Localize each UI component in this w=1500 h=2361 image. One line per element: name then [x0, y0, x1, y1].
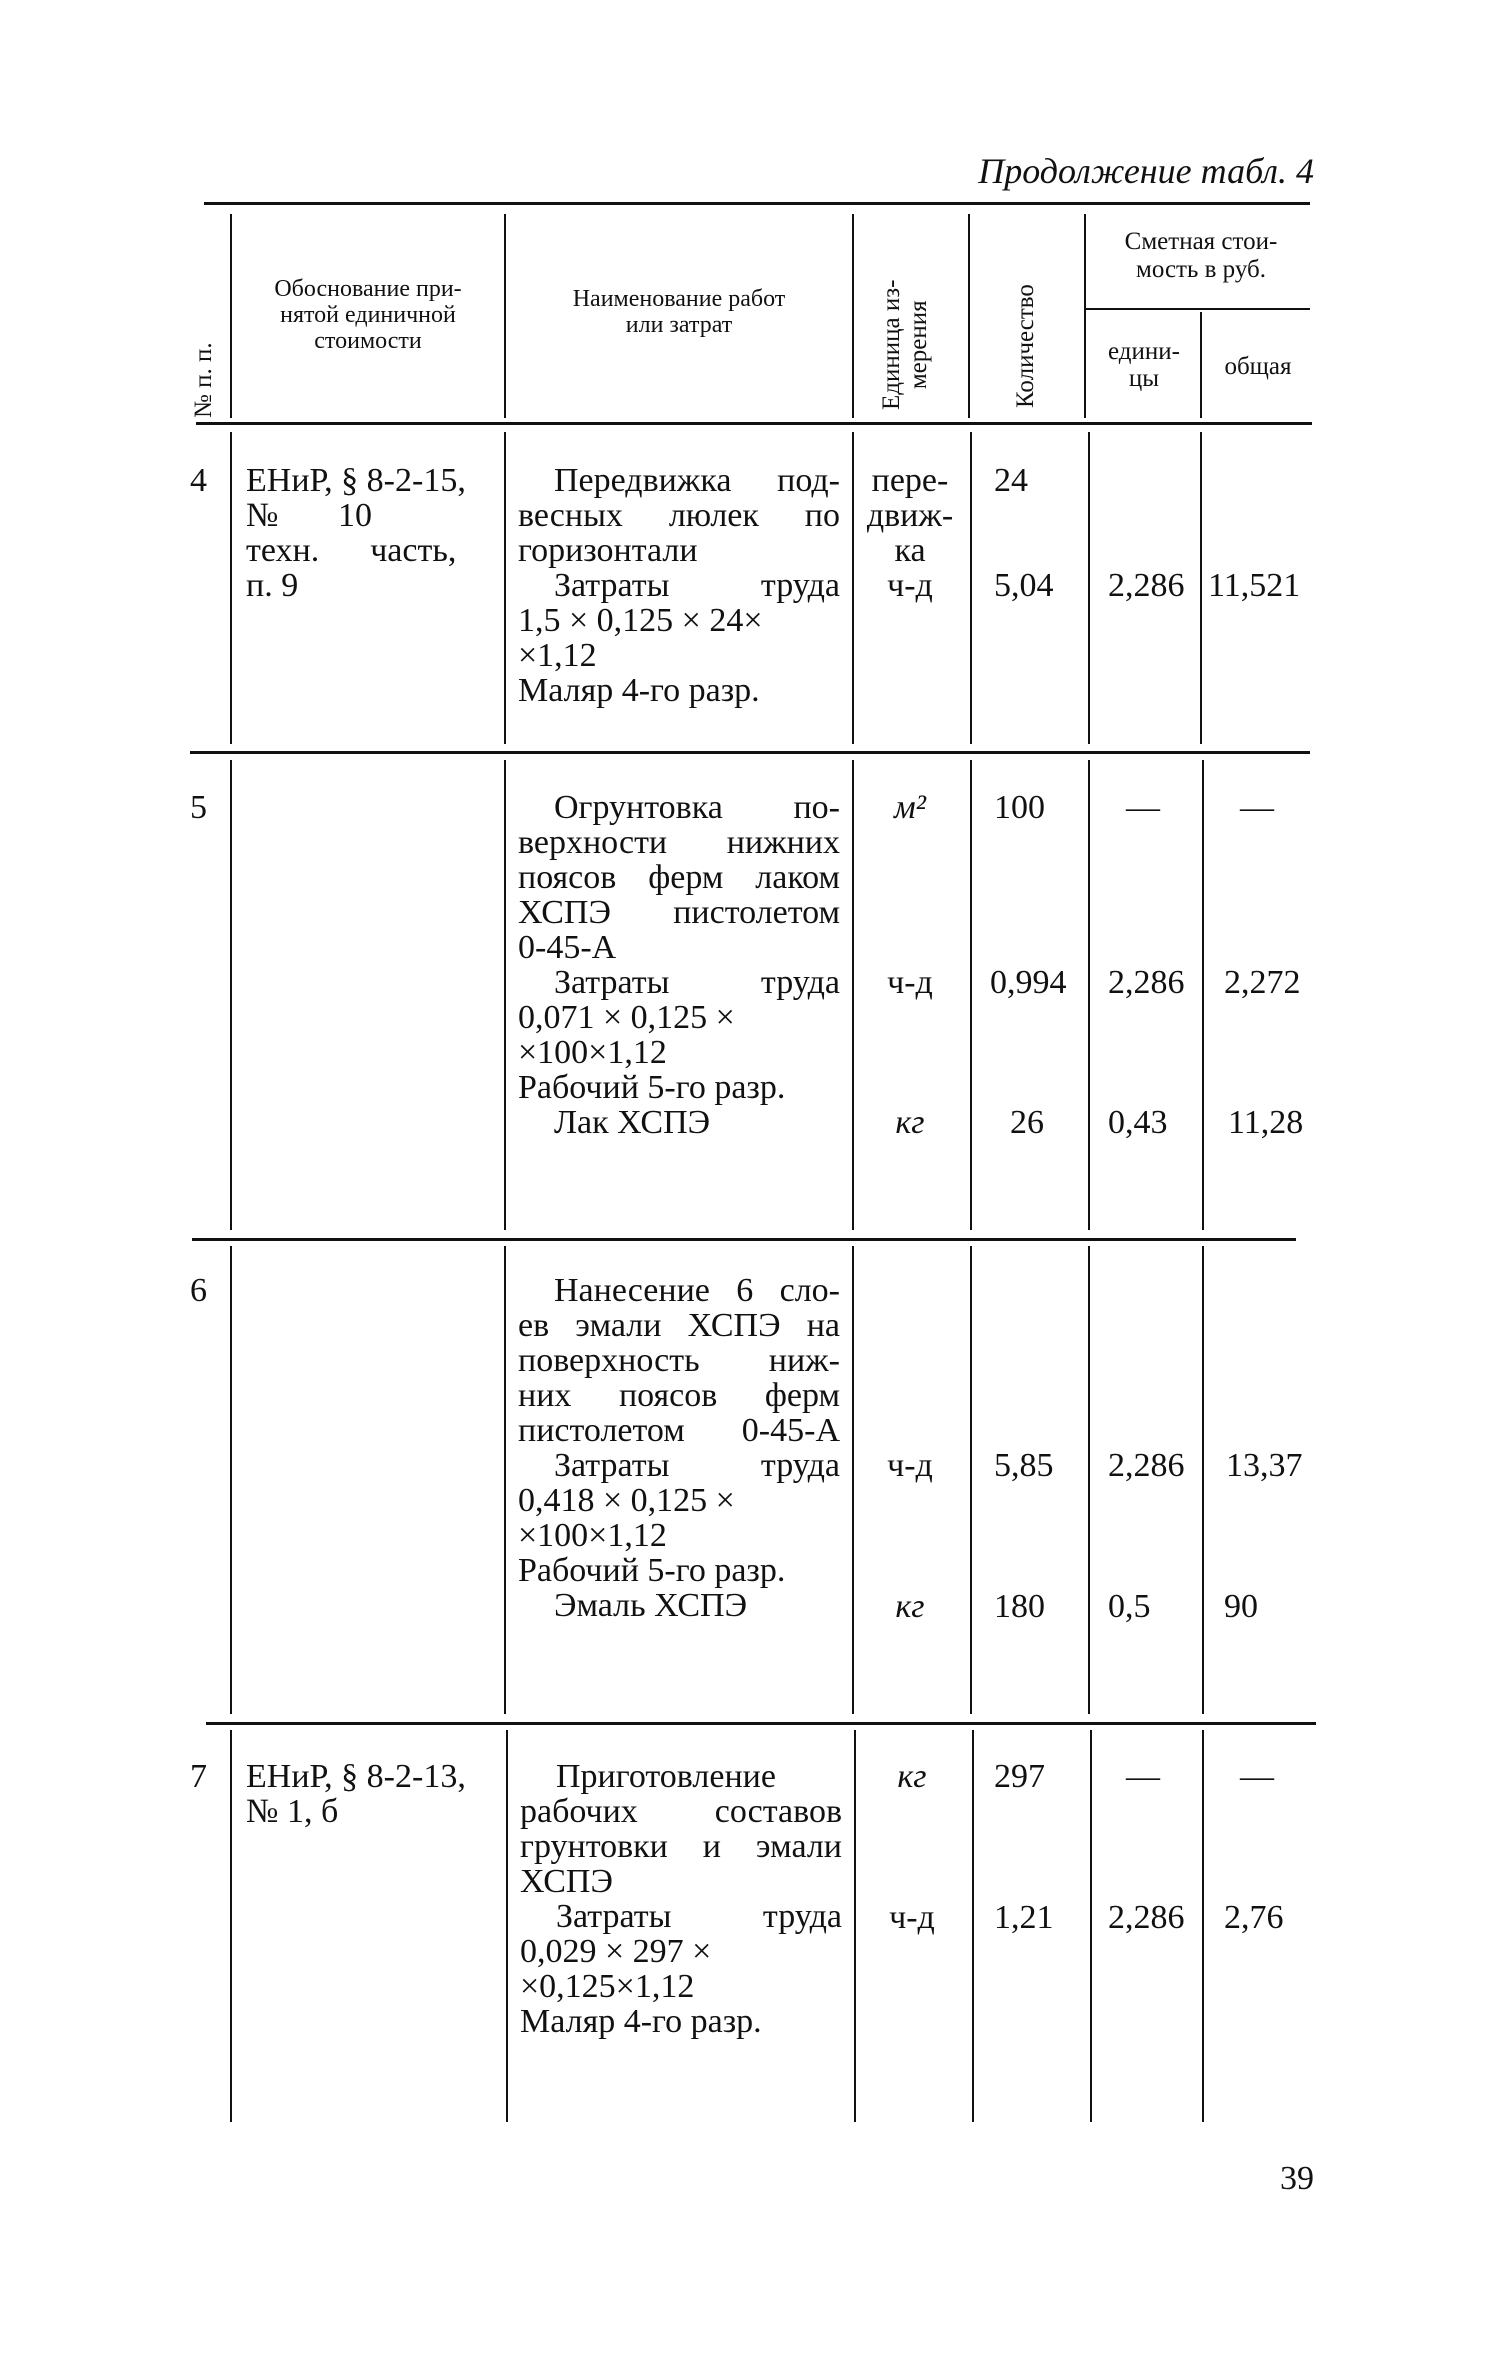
cost-header-rule — [1086, 308, 1310, 310]
column-rule — [1202, 760, 1204, 1230]
column-rule — [1088, 760, 1090, 1230]
row-unit-cost: — — [1126, 789, 1160, 826]
header-qty: Количество — [1012, 284, 1039, 408]
column-rule — [1202, 1730, 1204, 2122]
row-unit: ч-д — [887, 964, 933, 1001]
row-description: Нанесение 6 сло- ев эмали ХСПЭ на поверхность ниж- них поясов ферм пистолетом 0-45-А Затраты труда 0,418 × 0,125 × ×100×1,12 Рабочий 5-го разр. Эмаль ХСПЭ — [518, 1272, 840, 1624]
column-rule — [504, 214, 506, 418]
column-rule — [854, 1730, 856, 2122]
row-total: — — [1240, 789, 1274, 826]
header-name: Наименование работ или затрат — [572, 286, 786, 338]
header-num: № п. п. — [190, 342, 217, 418]
header-bottom-rule — [196, 422, 1312, 425]
row-qty: 26 — [1010, 1104, 1044, 1141]
row-divider — [206, 1722, 1316, 1725]
column-rule — [506, 1730, 508, 2122]
row-unit-cost: — — [1126, 1758, 1160, 1795]
row-qty: 5,04 — [994, 567, 1054, 604]
row-qty: 0,994 — [990, 964, 1067, 1001]
column-rule — [230, 1246, 232, 1714]
header-total: общая — [1224, 353, 1292, 380]
row-unit: ч-д — [889, 1899, 935, 1936]
row-description: Приготовление рабочих составов грунтовки и эмали ХСПЭ Затраты труда 0,029 × 297 × ×0,125×1,12 Маляр 4-го разр. — [520, 1758, 842, 2040]
row-total: 2,272 — [1224, 964, 1301, 1001]
row-number: 5 — [190, 789, 207, 826]
row-unit: м² — [894, 789, 926, 826]
row-unit: кг — [897, 1758, 927, 1795]
column-rule — [968, 214, 970, 418]
row-qty: 5,85 — [994, 1447, 1054, 1484]
table-caption: Продолжение табл. 4 — [978, 151, 1314, 191]
row-total: 13,37 — [1226, 1447, 1303, 1484]
header-basis: Обоснование при- нятой единичной стоимости — [274, 276, 462, 354]
row-qty: 100 — [994, 789, 1045, 826]
column-rule — [230, 214, 232, 418]
row-unit: кг — [895, 1104, 925, 1141]
column-rule — [1200, 312, 1202, 418]
header-cost: Сметная стои- мость в руб. — [1124, 228, 1278, 283]
row-qty: 1,21 — [994, 1899, 1054, 1936]
table-top-rule — [204, 202, 1310, 205]
row-qty: 180 — [994, 1588, 1045, 1625]
row-number: 4 — [190, 462, 207, 499]
row-qty: 297 — [994, 1758, 1045, 1795]
column-rule — [852, 214, 854, 418]
column-rule — [1200, 432, 1202, 744]
page-number: 39 — [1280, 2160, 1314, 2197]
row-unit-cost: 2,286 — [1108, 1899, 1185, 1936]
column-rule — [852, 760, 854, 1230]
column-rule — [504, 1246, 506, 1714]
column-rule — [852, 432, 854, 744]
row-divider — [192, 1238, 1296, 1241]
column-rule — [970, 760, 972, 1230]
row-total: 90 — [1224, 1588, 1258, 1625]
row-qty: 24 — [994, 462, 1028, 499]
row-total: — — [1240, 1758, 1274, 1795]
header-unit: Единица из- мерения — [878, 279, 932, 410]
row-unit-cost: 0,5 — [1108, 1588, 1151, 1625]
row-description: Огрунтовка по- верхности нижних поясов ферм лаком ХСПЭ пистолетом 0-45-А Затраты труда 0,071 × 0,125 × ×100×1,12 Рабочий 5-го разр. Лак ХСПЭ — [518, 789, 840, 1141]
row-unit-cost: 2,286 — [1108, 964, 1185, 1001]
row-basis: ЕНиР, § 8-2-13, № 1, б — [246, 1758, 466, 1830]
column-rule — [230, 1730, 232, 2122]
row-unit: ч-д — [887, 1447, 933, 1484]
row-unit-cost: 2,286 — [1108, 567, 1185, 604]
column-rule — [972, 1730, 974, 2122]
row-unit-cost: 0,43 — [1108, 1104, 1168, 1141]
row-unit-cost: 2,286 — [1108, 1447, 1185, 1484]
column-rule — [1088, 1246, 1090, 1714]
row-unit: пере- движ- ка ч-д — [866, 462, 954, 604]
row-total: 11,28 — [1228, 1104, 1304, 1141]
column-rule — [852, 1246, 854, 1714]
column-rule — [230, 760, 232, 1230]
column-rule — [970, 1246, 972, 1714]
row-description: Передвижка под- весных люлек по горизонтали Затраты труда 1,5 × 0,125 × 24× ×1,12 Маляр 4-го разр. — [518, 462, 840, 709]
column-rule — [504, 760, 506, 1230]
row-divider — [190, 751, 1310, 754]
row-total: 11,521 — [1208, 567, 1301, 604]
row-unit: кг — [895, 1588, 925, 1625]
column-rule — [1088, 432, 1090, 744]
column-rule — [1084, 214, 1086, 418]
column-rule — [230, 432, 232, 744]
row-basis: ЕНиР, § 8-2-15, № 10 техн. часть, п. 9 — [246, 462, 466, 604]
column-rule — [970, 432, 972, 744]
row-total: 2,76 — [1224, 1899, 1284, 1936]
row-number: 6 — [190, 1272, 207, 1309]
column-rule — [1202, 1246, 1204, 1714]
row-number: 7 — [190, 1758, 207, 1795]
column-rule — [1090, 1730, 1092, 2122]
header-unit-cost: едини- цы — [1108, 338, 1180, 392]
column-rule — [504, 432, 506, 744]
